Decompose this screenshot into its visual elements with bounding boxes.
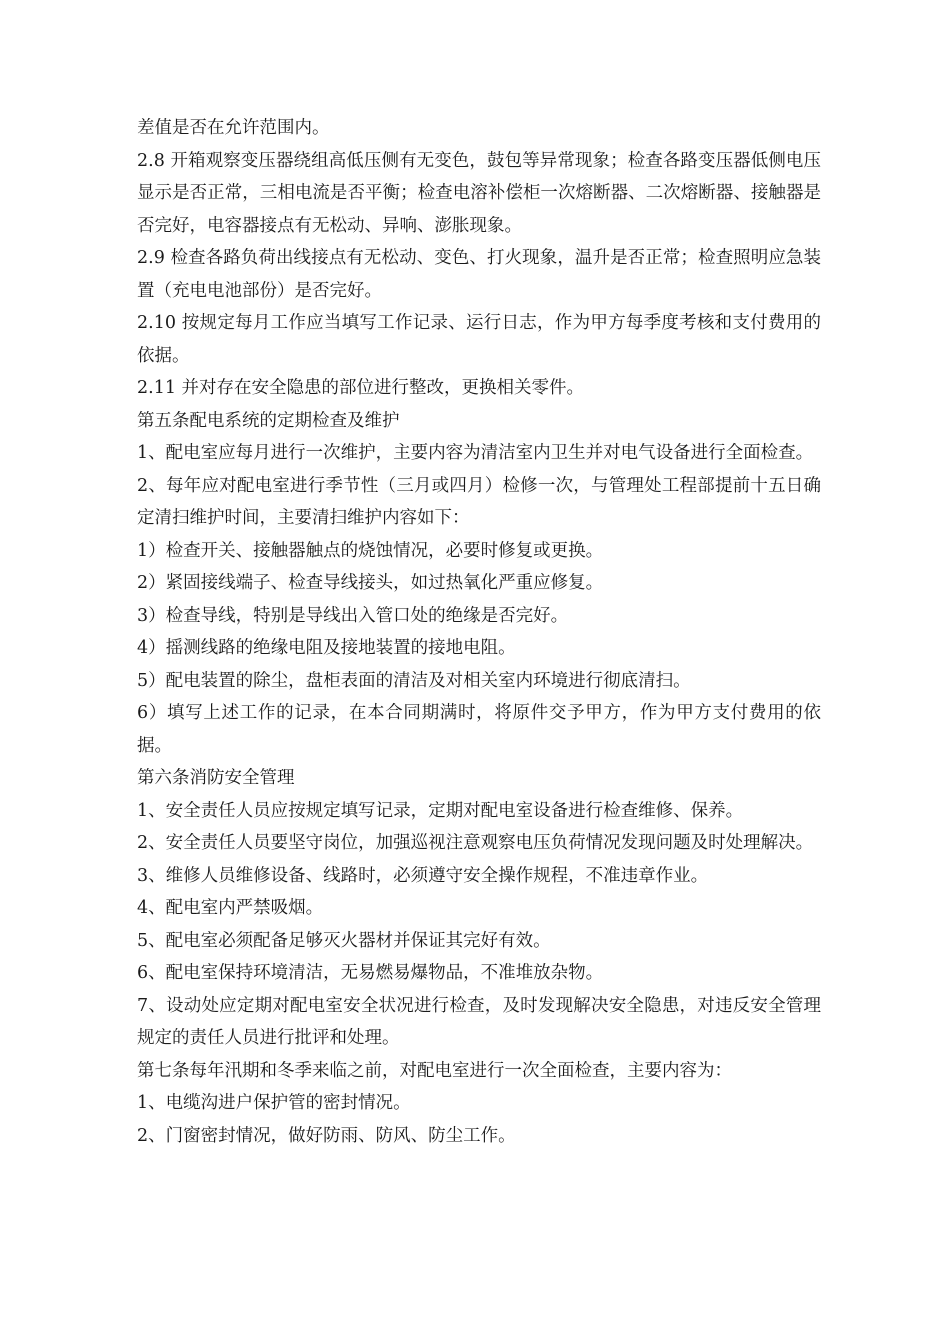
sub-list-item: 2）紧固接线端子、检查导线接头，如过热氧化严重应修复。	[137, 573, 604, 593]
list-item: 1、安全责任人员应按规定填写记录，定期对配电室设备进行检查维修、保养。	[137, 800, 744, 821]
list-item: 6、配电室保持环境清洁，无易燃易爆物品，不准堆放杂物。	[137, 963, 604, 983]
section-heading-article-5: 第五条配电系统的定期检查及维护	[137, 410, 400, 431]
section-heading-article-7: 第七条每年汛期和冬季来临之前，对配电室进行一次全面检查，主要内容为：	[137, 1060, 732, 1081]
list-item: 2、门窗密封情况，做好防雨、防风、防尘工作。	[137, 1125, 516, 1146]
sub-list-item: 4）摇测线路的绝缘电阻及接地装置的接地电阻。	[137, 638, 516, 658]
sub-list-item: 6）填写上述工作的记录，在本合同期满时，将原件交予甲方，作为甲方支付费用的依据。	[137, 703, 821, 756]
list-item: 7、设动处应定期对配电室安全状况进行检查，及时发现解决安全隐患，对违反安全管理规定的责任人员进行批评和处理。	[137, 995, 821, 1048]
sub-list-item: 5）配电装置的除尘，盘柜表面的清洁及对相关室内环境进行彻底清扫。	[137, 670, 691, 691]
list-item: 2、每年应对配电室进行季节性（三月或四月）检修一次，与管理处工程部提前十五日确定清扫维护时间，主要清扫维护内容如下：	[137, 475, 821, 528]
paragraph-2-10: 2.10 按规定每月工作应当填写工作记录、运行日志，作为甲方每季度考核和支付费用的依据。	[137, 313, 821, 366]
list-item: 1、电缆沟进户保护管的密封情况。	[137, 1093, 411, 1113]
list-item: 5、配电室必须配备足够灭火器材并保证其完好有效。	[137, 930, 551, 951]
paragraph-2-9: 2.9 检查各路负荷出线接点有无松动、变色、打火现象，温升是否正常；检查照明应急装置（充电电池部份）是否完好。	[137, 248, 821, 301]
list-item: 4、配电室内严禁吸烟。	[137, 898, 324, 918]
list-item: 2、安全责任人员要坚守岗位，加强巡视注意观察电压负荷情况发现问题及时处理解决。	[137, 833, 814, 853]
paragraph-1: 差值是否在允许范围内。	[137, 118, 330, 138]
list-item: 1、配电室应每月进行一次维护，主要内容为清洁室内卫生并对电气设备进行全面检查。	[137, 443, 814, 463]
sub-list-item: 1）检查开关、接触器触点的烧蚀情况，必要时修复或更换。	[137, 540, 604, 561]
list-item: 3、维修人员维修设备、线路时，必须遵守安全操作规程，不准违章作业。	[137, 865, 709, 886]
section-heading-article-6: 第六条消防安全管理	[137, 768, 295, 788]
paragraph-2-8: 2.8 开箱观察变压器绕组高低压侧有无变色，鼓包等异常现象；检查各路变压器低侧电压显示是否正常，三相电流是否平衡；检查电溶补偿柜一次熔断器、二次熔断器、接触器是否完好，电容器接点有无松动、异响、澎胀现象。	[137, 150, 821, 236]
sub-list-item: 3）检查导线，特别是导线出入管口处的绝缘是否完好。	[137, 605, 569, 626]
document-body	[137, 112, 821, 1152]
paragraph-2-11: 2.11 并对存在安全隐患的部位进行整改，更换相关零件。	[137, 378, 585, 398]
